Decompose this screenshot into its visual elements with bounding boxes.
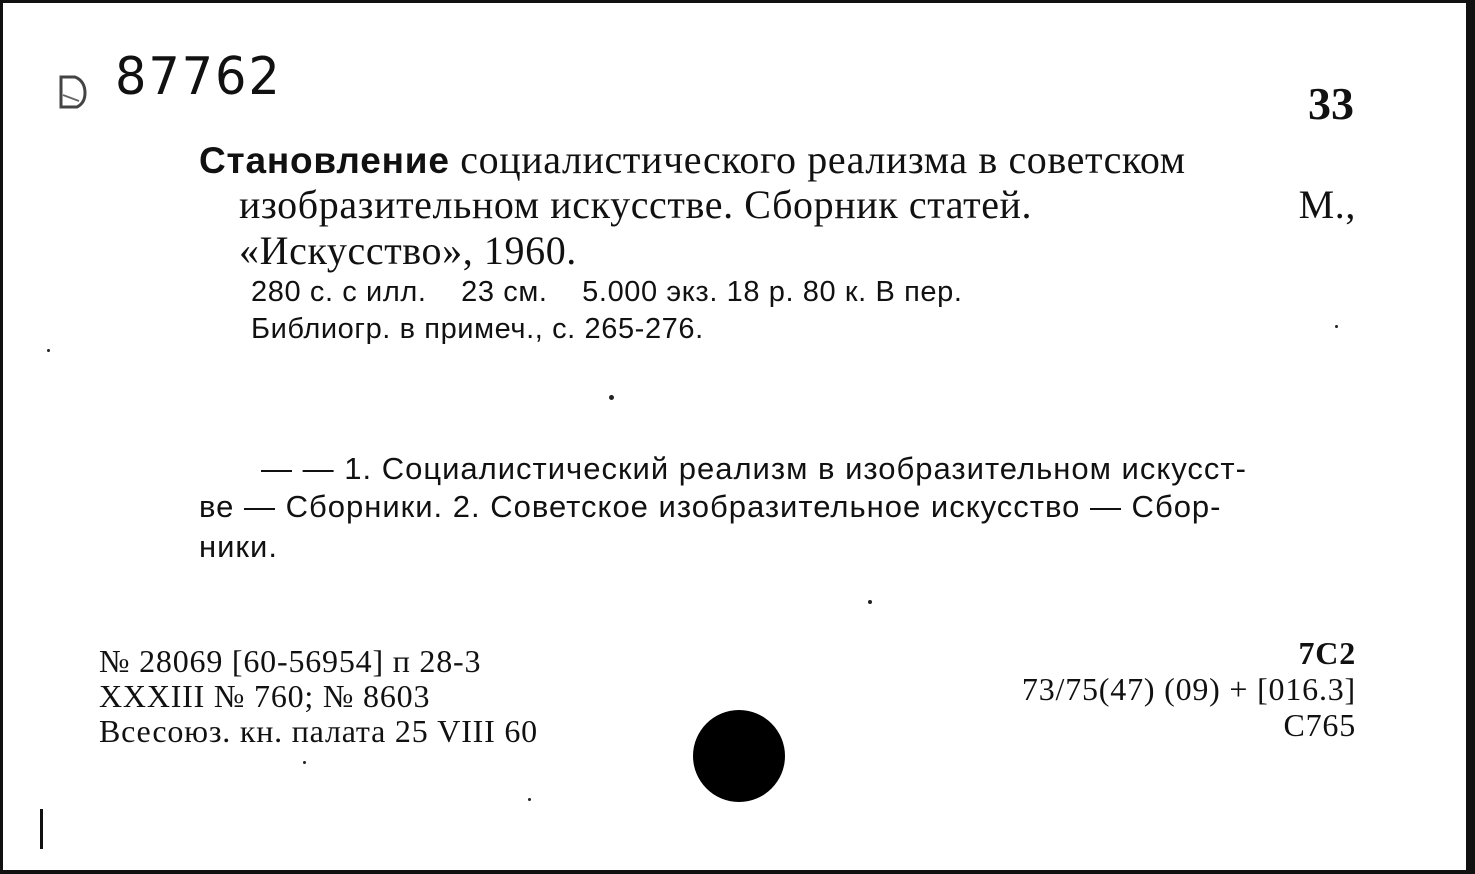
library-stamp-icon: [55, 73, 89, 111]
title-line-3: «Искусство», 1960.: [239, 228, 577, 273]
footer-left-line-2: XXXIII № 760; № 8603: [99, 678, 431, 714]
handwritten-number: 87762: [115, 47, 282, 107]
edge-mark: [40, 809, 43, 849]
print-speck: [868, 600, 872, 604]
footer-right-line-3: С765: [1283, 707, 1356, 743]
title-line-2: изобразительном искусстве. Сборник статей.: [239, 182, 1033, 227]
card-number: 33: [1308, 78, 1354, 129]
print-speck: [303, 761, 306, 764]
collation-line-1: 280 с. с илл. 23 см. 5.000 экз. 18 р. 80 к. В пер.: [251, 276, 963, 308]
title-lead: Становление: [199, 140, 450, 181]
print-speck: [609, 395, 614, 400]
subjects-line-1: — — 1. Социалистический реализм в изобразительном искусст-: [261, 451, 1247, 486]
footer-left-line-1: № 28069 [60-56954] п 28-3: [99, 643, 482, 679]
title-line-1-rest: социалистического реализма в советском: [449, 137, 1186, 182]
footer-left-line-3: Всесоюз. кн. палата 25 VIII 60: [99, 713, 538, 749]
subjects-line-3: ники.: [199, 529, 278, 564]
print-speck: [1335, 325, 1338, 328]
title-line-1: [199, 137, 1186, 182]
collation-line-2: Библиогр. в примеч., с. 265-276.: [251, 313, 704, 345]
footer-right-line-2: 73/75(47) (09) + [016.3]: [1021, 671, 1356, 707]
subjects-line-2: ве — Сборники. 2. Советское изобразительное искусство — Сбор-: [199, 489, 1222, 524]
title-place: М.,: [1298, 182, 1356, 227]
footer-right-line-1: 7С2: [1298, 635, 1356, 671]
print-speck: [47, 349, 50, 352]
punch-hole: [693, 710, 785, 802]
print-speck: [528, 798, 531, 801]
